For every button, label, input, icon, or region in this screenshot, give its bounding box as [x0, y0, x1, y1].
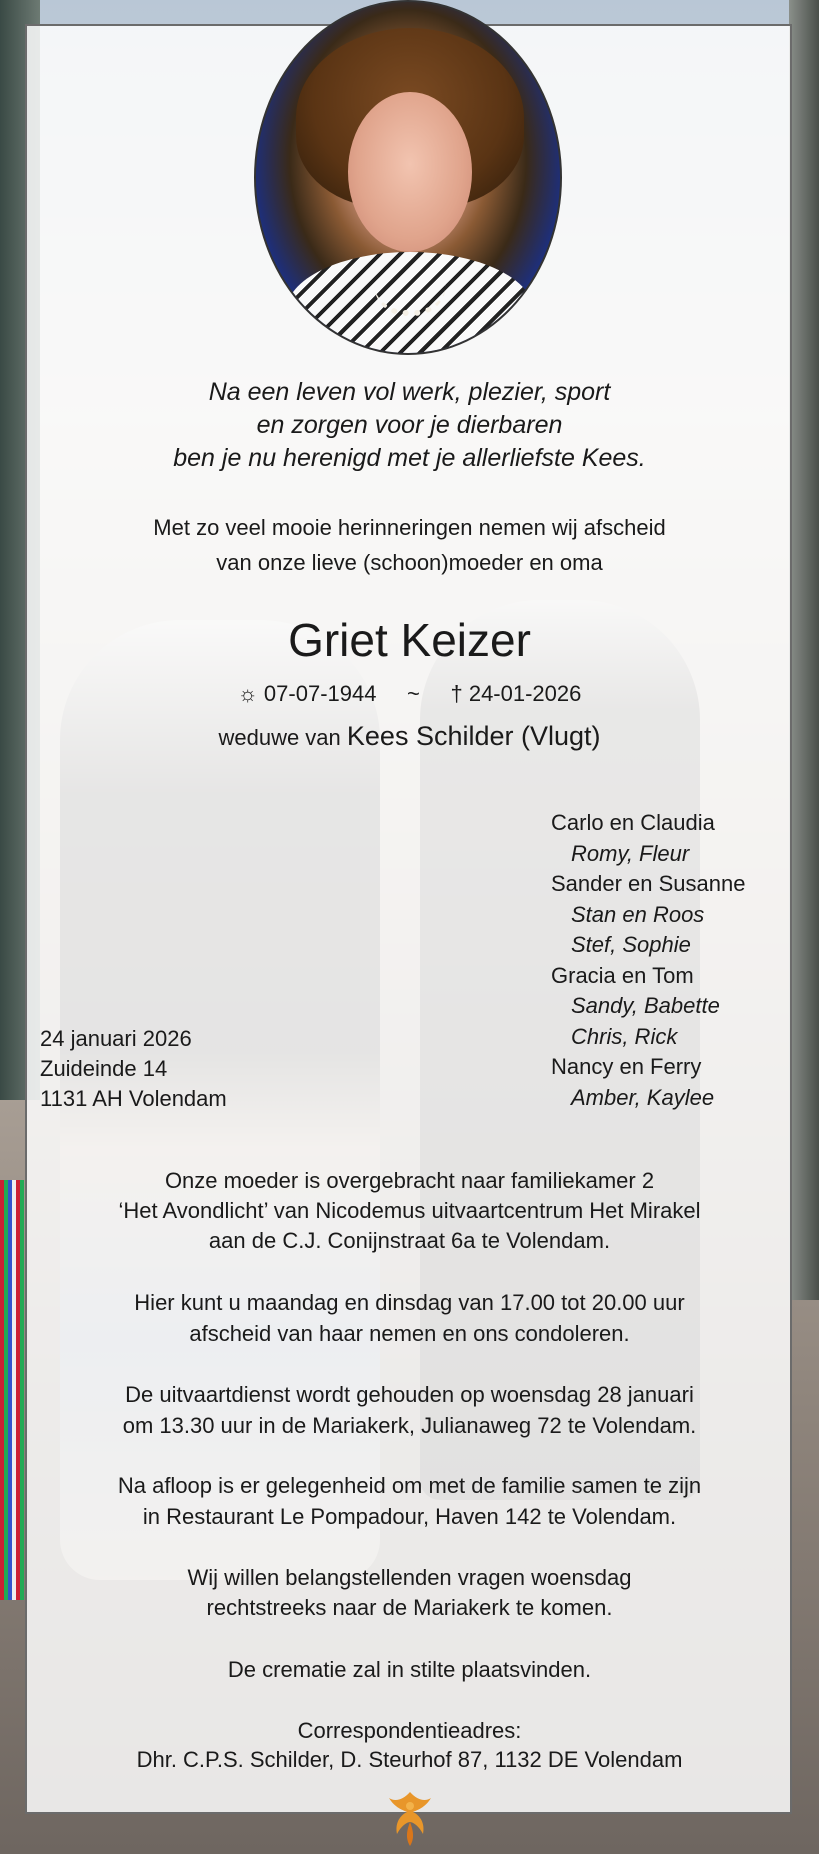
paragraph-line: aan de C.J. Conijnstraat 6a te Volendam.: [208, 1228, 611, 1253]
paragraph-line: om 13.30 uur in de Mariakerk, Julianaweg 72 te Volendam.: [122, 1413, 697, 1438]
paragraph-line: Onze moeder is overgebracht naar familiekamer 2: [164, 1168, 655, 1193]
date-separator: ~: [407, 681, 420, 706]
paragraph-line: rechtstreeks naar de Mariakerk te komen.: [206, 1595, 613, 1620]
correspondence-address: Dhr. C.P.S. Schilder, D. Steurhof 87, 1132 DE Volendam: [136, 1747, 683, 1772]
family-parents: Sander en Susanne: [551, 871, 746, 896]
verse-line: en zorgen voor je dierbaren: [256, 411, 563, 439]
portrait-photo: [254, 0, 562, 355]
family-list: [551, 808, 746, 1113]
verse-line: Na een leven vol werk, plezier, sport: [208, 378, 611, 406]
spouse-name: Kees Schilder (Vlugt): [346, 721, 601, 751]
correspondence-label: Correspondentieadres:: [297, 1718, 522, 1743]
paragraph-line: De crematie zal in stilte plaatsvinden.: [227, 1657, 592, 1682]
family-kids: Amber, Kaylee: [571, 1084, 715, 1110]
family-parents: Gracia en Tom: [551, 962, 694, 988]
intro-line: van onze lieve (schoon)moeder en oma: [216, 550, 603, 575]
birth-symbol: ☼: [237, 681, 258, 706]
address-street: Zuideinde 14: [40, 1056, 168, 1081]
death-date: 24-01-2026: [468, 681, 582, 706]
address-city: 1131 AH Volendam: [40, 1086, 227, 1111]
paragraph-line: ‘Het Avondlicht’ van Nicodemus uitvaartcentrum Het Mirakel: [118, 1198, 701, 1223]
widow-line: [0, 720, 819, 754]
phoenix-logo-icon: [385, 1786, 435, 1848]
notice-date: 24 januari 2026: [40, 1026, 192, 1051]
paragraph-line: in Restaurant Le Pompadour, Haven 142 te Volendam.: [142, 1504, 677, 1529]
family-kids: Romy, Fleur: [571, 840, 690, 866]
widow-prefix: weduwe van: [218, 725, 341, 750]
intro-line: Met zo veel mooie herinneringen nemen wij afscheid: [153, 515, 666, 540]
family-parents: Nancy en Ferry: [551, 1054, 702, 1079]
portrait-face: [348, 92, 472, 252]
family-kids: Sandy, Babette: [571, 993, 720, 1018]
family-kids: Chris, Rick: [571, 1023, 678, 1049]
family-kids: Stan en Roos: [571, 901, 705, 927]
birth-date: 07-07-1944: [263, 681, 377, 706]
death-symbol: †: [450, 681, 463, 706]
family-kids: Stef, Sophie: [571, 932, 691, 957]
paragraph-line: Na afloop is er gelegenheid om met de familie samen te zijn: [117, 1473, 702, 1498]
deceased-name: Griet Keizer: [288, 614, 531, 666]
paragraph-line: Hier kunt u maandag en dinsdag van 17.00 tot 20.00 uur: [134, 1290, 685, 1315]
family-parents: Carlo en Claudia: [551, 810, 715, 835]
place-date-block: [40, 1024, 227, 1114]
paragraph-line: afscheid van haar nemen en ons condoleren.: [189, 1321, 630, 1346]
verse-line: ben je nu herenigd met je allerliefste Kees.: [173, 444, 646, 472]
paragraph-line: De uitvaartdienst wordt gehouden op woensdag 28 januari: [125, 1382, 694, 1407]
paragraph-line: Wij willen belangstellenden vragen woensdag: [187, 1565, 632, 1590]
life-dates: [0, 679, 819, 709]
